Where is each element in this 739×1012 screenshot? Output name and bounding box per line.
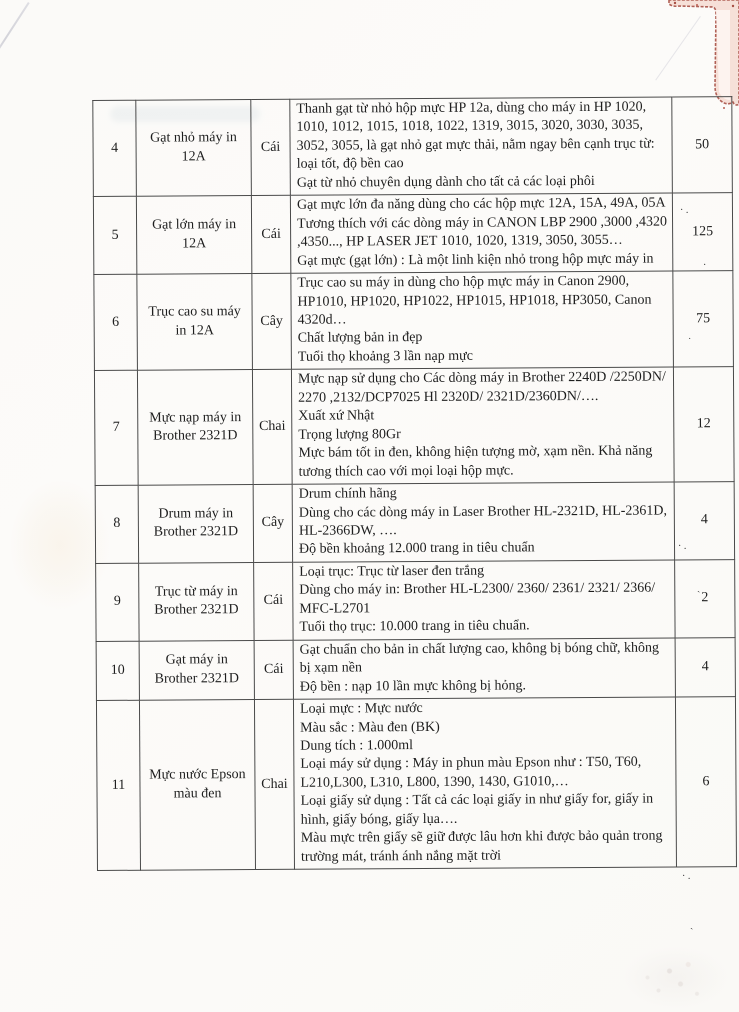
unit-cell: Chai [254, 699, 294, 869]
row-number-cell: 11 [96, 700, 140, 870]
description-cell [290, 193, 672, 273]
description-line: Loại mực : Mực nước [299, 701, 423, 717]
quantity-cell: 4 [675, 637, 735, 697]
unit-cell: Chai [252, 370, 292, 485]
row-number-cell: 4 [93, 100, 137, 197]
quantity-cell: 125 [672, 193, 732, 271]
table-row [93, 97, 733, 197]
row-number-cell: 6 [94, 274, 138, 371]
description-cell [293, 560, 675, 640]
description-line: Chất lượng bản in đẹp [297, 330, 423, 347]
description-cell [293, 638, 675, 700]
scan-smudge-artifact [620, 945, 730, 1010]
ink-speck-artifact: · . [680, 205, 689, 216]
product-name-cell: Gạt máy in Brother 2321D [139, 640, 254, 700]
product-name-cell: Mực nạp máy in Brother 2321D [137, 370, 253, 485]
table-row [95, 482, 734, 564]
description-line: Dùng cho các dòng máy in Laser Brother HL-2321D, HL-2361D, HL-2366DW, …. [298, 503, 668, 539]
table-row [94, 271, 734, 371]
table-row [93, 193, 732, 275]
ink-speck-artifact: ˎ [690, 919, 694, 930]
description-line: Drum chính hãng [298, 486, 397, 502]
description-line: Loại máy sử dụng : Máy in phun màu Epson như : T50, T60, L210,L300, L310, L800, 1390, 1430, G1010,… [300, 755, 642, 791]
row-number-cell: 7 [94, 371, 138, 486]
description-cell [292, 482, 674, 562]
unit-cell: Cây [252, 273, 292, 370]
description-line: Tuổi thọ trục: 10.000 trang in tiêu chuẩn. [299, 618, 530, 635]
ink-speck-artifact: · . [682, 871, 691, 882]
unit-cell: Cái [251, 99, 291, 196]
row-number-cell: 8 [95, 485, 138, 563]
table-row [96, 559, 735, 641]
description-line: Loại trục: Trục từ laser đen trắng [299, 563, 485, 580]
description-line: Loại giấy sử dụng : Tất cả các loại giấy in như giấy for, giấy in hình, giấy bóng, giấy lụa…. [300, 791, 654, 828]
description-line: Trọng lượng 80Gr [298, 426, 401, 443]
description-line: Thanh gạt từ nhỏ hộp mực HP 12a, dùng cho máy in HP 1020, 1010, 1012, 1015, 1018, 1022, 1319, 3015, 3020, 3030, 3035, 3052, 3055, là gạt nhỏ gạt mực thải, nằm ngay bên cạnh trục từ: loại tốt, độ bền cao [296, 99, 655, 173]
description-line: Gạt chuẩn cho bản in chất lượng cao, không bị bóng chữ, không bị xạm nền [299, 640, 659, 676]
row-number-cell: 5 [93, 197, 136, 275]
description-line: Độ bền khoảng 12.000 trang in tiêu chuẩn [298, 540, 535, 558]
description-line: Dùng cho máy in: Brother HL-L2300/ 2360/ 2361/ 2321/ 2366/ MFC-L2701 [299, 580, 656, 617]
product-name-cell: Gạt lớn máy in 12A [136, 196, 251, 275]
quantity-cell: 50 [672, 97, 733, 194]
table-row [94, 367, 734, 486]
quantity-cell: 75 [673, 271, 734, 368]
description-line: Độ bền : nạp 10 lần mực không bị hỏng. [299, 677, 527, 695]
product-table-body [93, 97, 737, 871]
description-line: Tuổi thọ khoảng 3 lần nạp mực [297, 348, 473, 365]
description-line: Mực nạp sử dụng cho Các dòng máy in Brother 2240D /2250DN/ 2270 ,2132/DCP7025 Hl 2320D/ 2321D/2360DN/…. [297, 369, 666, 406]
description-line: Dung tích : 1.000ml [300, 738, 414, 754]
description-line: Màu sắc : Màu đen (BK) [300, 719, 440, 736]
ink-speck-artifact: · . [678, 541, 687, 552]
product-table [92, 96, 737, 871]
description-line: Mực bám tốt in đen, không hiện tượng mờ, xạm nền. Khả năng tương thích cao với mọi loại hộp mực. [298, 443, 653, 480]
unit-cell: Cái [254, 640, 293, 700]
quantity-cell: 2 [675, 559, 735, 637]
description-line: Gạt mực (gạt lớn) : Là một linh kiện nhỏ trong hộp mực máy in [297, 251, 654, 269]
quantity-cell: 12 [673, 367, 734, 482]
table-row [96, 637, 735, 700]
description-cell [291, 367, 674, 484]
description-line: Màu mực trên giấy sẽ giữ được lâu hơn khi được bảo quản trong trường mát, tránh ánh nắng mặt trời [300, 828, 663, 865]
product-name-cell: Trục từ máy in Brother 2321D [139, 562, 254, 641]
description-cell [293, 697, 676, 869]
description-line: Gạt từ nhỏ chuyên dụng dành cho tất cả các loại phôi [296, 173, 595, 191]
unit-cell: Cái [254, 562, 293, 640]
row-number-cell: 10 [96, 641, 139, 701]
ink-speck-artifact: ˙ [688, 337, 692, 348]
product-name-cell: Mực nước Epson màu đen [139, 700, 255, 871]
description-cell [291, 271, 674, 370]
row-number-cell: 9 [96, 563, 139, 641]
table-row [96, 697, 736, 871]
ink-speck-artifact: · [703, 260, 707, 271]
quantity-cell: 6 [675, 697, 736, 867]
product-name-cell: Gạt nhỏ máy in 12A [136, 100, 252, 197]
description-line: Trục cao su máy in dùng cho hộp mực máy in Canon 2900, HP1010, HP1020, HP1022, HP1015, HP1018, HP3050, Canon 4320d… [297, 273, 652, 328]
description-cell [290, 97, 673, 196]
quantity-cell: 4 [674, 482, 734, 560]
unit-cell: Cây [253, 484, 292, 562]
product-name-cell: Trục cao su máy in 12A [137, 274, 253, 371]
description-line: Gạt mực lớn đa năng dùng cho các hộp mực 12A, 15A, 49A, 05A [296, 195, 666, 214]
scan-fold-line-artifact [0, 2, 29, 63]
product-name-cell: Drum máy in Brother 2321D [138, 485, 253, 564]
description-line: Tương thích với các dòng máy in CANON LBP 2900 ,3000 ,4320 ,4350..., HP LASER JET 1010, 1020, 1319, 3050, 3055… [297, 214, 667, 250]
description-line: Xuất xứ Nhật [298, 408, 375, 425]
unit-cell: Cái [251, 196, 290, 274]
ink-speck-artifact: ˎ [697, 582, 701, 593]
